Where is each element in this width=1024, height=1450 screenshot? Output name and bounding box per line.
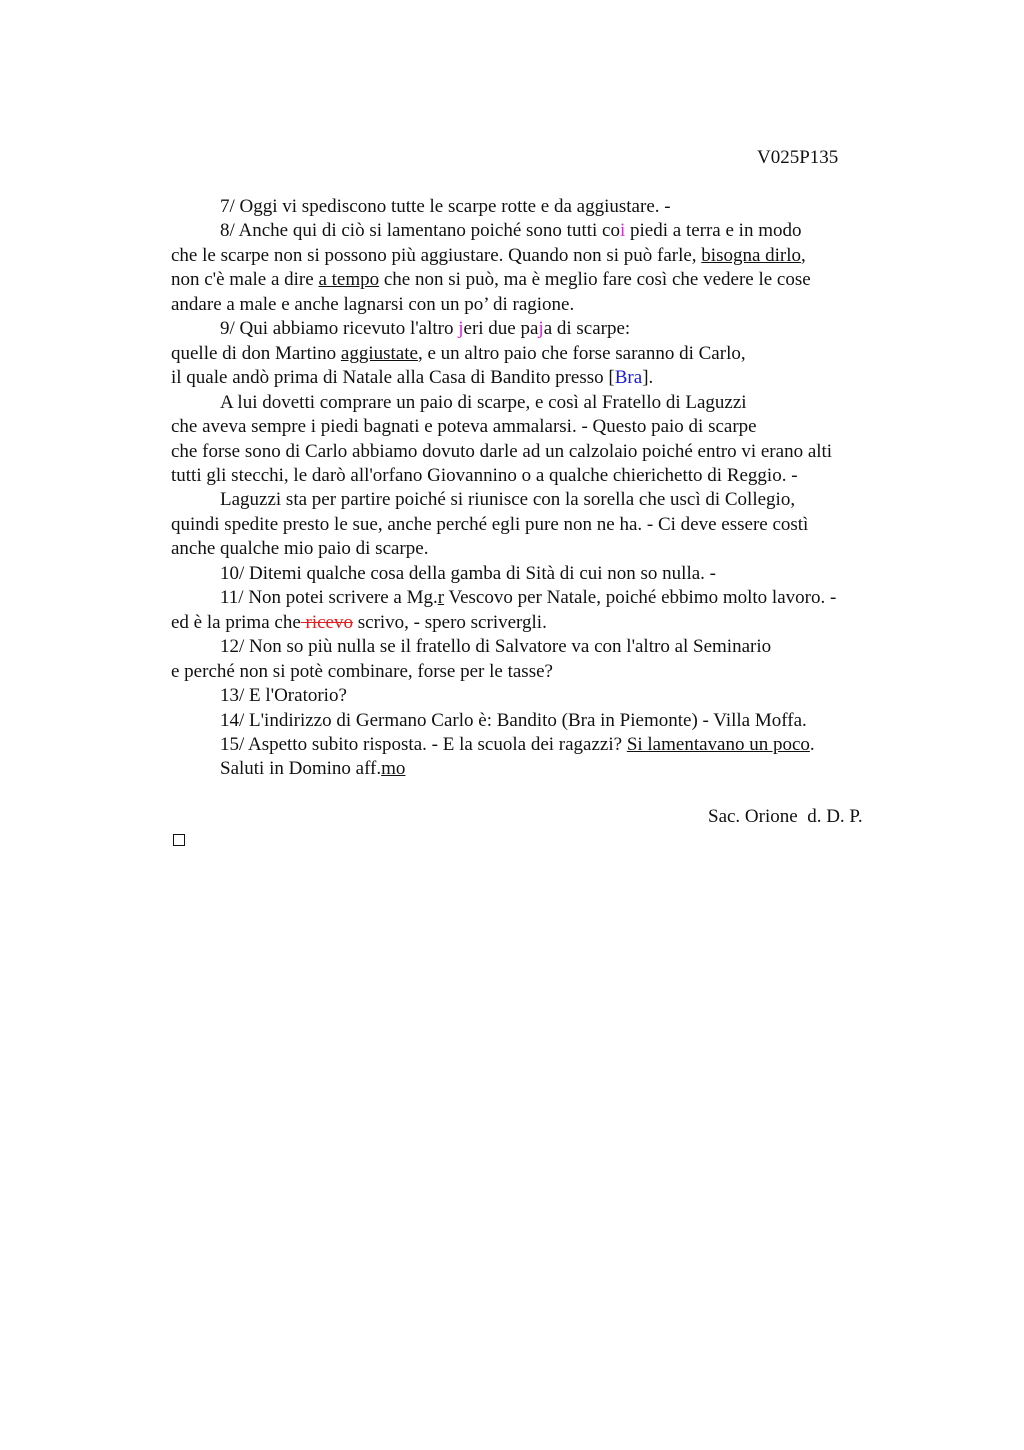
text-segment: tutti gli stecchi, le darò all'orfano Giovannino o a qualche chierichetto di Reggio. - [171,464,798,486]
text-segment: 13/ E l'Oratorio? [220,685,347,707]
paragraph-line [171,709,931,733]
text-segment: 14/ L'indirizzo di Germano Carlo è: Bandito (Bra in Piemonte) - Villa Moffa. [220,709,807,731]
text-segment: 12/ Non so più nulla se il fratello di Salvatore va con l'altro al Seminario [220,636,772,658]
paragraph-line [171,464,931,488]
paragraph-line [171,440,931,464]
text-segment: Vescovo per Natale, poiché ebbimo molto lavoro. - [444,587,837,609]
inserted-letter: j [538,318,544,340]
paragraph-line [171,611,931,635]
end-marker-box-icon [173,834,185,846]
paragraph-line [171,317,931,341]
text-segment: quelle di don Martino [171,342,341,364]
paragraph-line [171,562,931,586]
text-segment: piedi a terra e in modo [625,220,802,242]
text-segment: Laguzzi sta per partire poiché si riunisce con la sorella che uscì di Collegio, [220,489,796,511]
paragraph-line [171,660,931,684]
text-segment: andare a male e anche lagnarsi con un po’ di ragione. [171,293,575,315]
signature: Sac. Orione d. D. P. [708,806,863,827]
paragraph-line [171,268,931,292]
paragraph-line [171,733,931,757]
text-segment: 11/ Non potei scrivere a Mg. [220,587,438,609]
text-segment: che forse sono di Carlo abbiamo dovuto darle ad un calzolaio poiché entro vi erano alti [171,440,833,462]
text-segment: 15/ Aspetto subito risposta. - E la scuola dei ragazzi? [220,733,627,755]
paragraph-line [171,635,931,659]
closing-line [171,757,931,781]
letter-body [171,195,931,782]
deleted-text: ricevo [300,611,353,633]
paragraph-line [171,391,931,415]
text-segment: a di scarpe: [543,318,631,340]
text-segment: e perché non si potè combinare, forse per le tasse? [171,660,553,682]
text-segment: quindi spedite presto le sue, anche perché egli pure non ne ha. - Ci deve essere costì [171,513,809,535]
text-segment: ]. [642,367,654,389]
inserted-letter: j [458,318,464,340]
text-segment: che non si può, ma è meglio fare così che vedere le cose [379,269,811,291]
text-segment: . [809,733,815,755]
text-segment: , e un altro paio che forse saranno di Carlo, [417,342,746,364]
paragraph-line [171,586,931,610]
paragraph-line [171,488,931,512]
underlined-text: a tempo [318,269,380,291]
underlined-text: r [437,587,445,609]
text-segment: eri due pa [463,318,539,340]
paragraph-line [171,684,931,708]
paragraph-line [171,537,931,561]
text-segment: il quale andò prima di Natale alla Casa di Bandito presso [ [171,367,615,389]
paragraph-line [171,219,931,243]
inserted-letter: i [619,220,626,242]
paragraph-line [171,366,931,390]
underlined-text: aggiustate [340,342,418,364]
underlined-text: mo [381,758,406,780]
paragraph-line [171,195,931,219]
paragraph-line [171,415,931,439]
underlined-text: Si lamentavano un poco [626,733,810,755]
text-segment: anche qualche mio paio di scarpe. [171,538,429,560]
paragraph-line [171,342,931,366]
text-segment: non c'è male a dire [171,269,319,291]
text-segment: 9/ Qui abbiamo ricevuto l'altro [220,318,459,340]
text-segment: scrivo, - spero scrivergli. [353,611,547,633]
text-segment: che le scarpe non si possono più aggiustare. Quando non si può farle, [171,244,702,266]
text-segment: che aveva sempre i piedi bagnati e poteva ammalarsi. - Questo paio di scarpe [171,416,757,438]
paragraph-line [171,293,931,317]
text-segment: A lui dovetti comprare un paio di scarpe, e così al Fratello di Laguzzi [220,391,747,413]
paragraph-line [171,244,931,268]
page-id: V025P135 [757,147,839,168]
text-segment: , [801,244,806,266]
paragraph-line [171,513,931,537]
text-segment: ed è la prima che [171,611,301,633]
editorial-insertion: Bra [614,367,643,389]
text-segment: 7/ Oggi vi spediscono tutte le scarpe rotte e da aggiustare. - [220,196,671,217]
text-segment: 8/ Anche qui di ciò si lamentano poiché sono tutti co [220,220,620,242]
text-segment: Saluti in Domino aff. [220,758,382,780]
text-segment: 10/ Ditemi qualche cosa della gamba di Sità di cui non so nulla. - [220,562,716,584]
underlined-text: bisogna dirlo [701,244,802,266]
